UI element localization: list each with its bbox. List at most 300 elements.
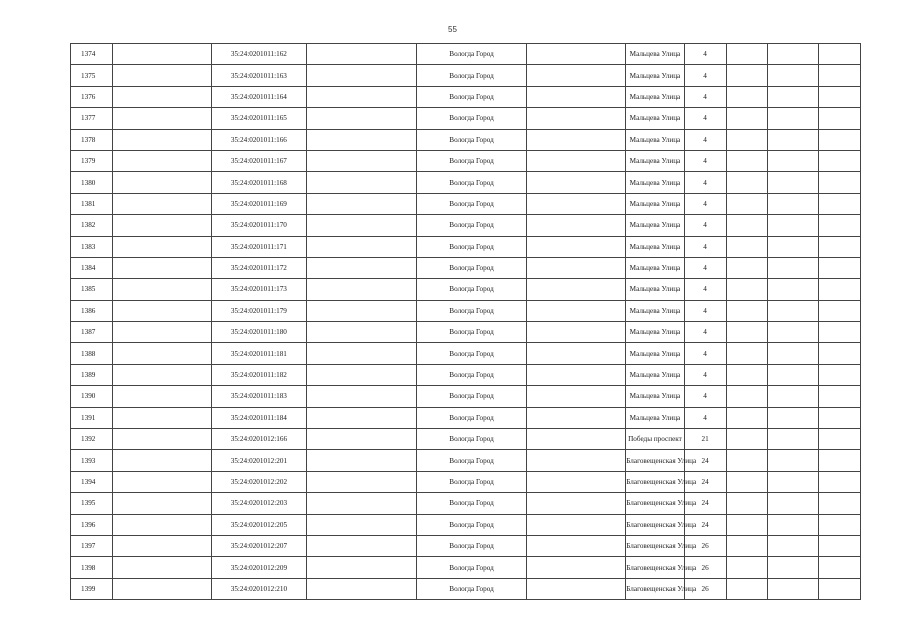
- city-cell: Вологда Город: [416, 343, 526, 364]
- empty-cell: [527, 343, 626, 364]
- empty-cell: [306, 300, 416, 321]
- empty-cell: [726, 65, 768, 86]
- table-row: [71, 236, 861, 257]
- street-cell: Мальцева Улица: [626, 300, 684, 321]
- street-cell: Благовещенская Улица: [626, 535, 684, 556]
- empty-cell: [306, 44, 416, 65]
- empty-cell: [527, 44, 626, 65]
- empty-cell: [819, 108, 861, 129]
- empty-cell: [306, 578, 416, 599]
- street-cell: Мальцева Улица: [626, 343, 684, 364]
- empty-cell: [112, 279, 211, 300]
- empty-cell: [726, 300, 768, 321]
- row-number-cell: 1384: [71, 257, 113, 278]
- empty-cell: [768, 300, 819, 321]
- table-row: [71, 172, 861, 193]
- cadastral-number-cell: 35:24:0201011:165: [212, 108, 307, 129]
- empty-cell: [819, 236, 861, 257]
- empty-cell: [726, 343, 768, 364]
- street-cell: Мальцева Улица: [626, 386, 684, 407]
- empty-cell: [819, 514, 861, 535]
- empty-cell: [819, 86, 861, 107]
- empty-cell: [112, 386, 211, 407]
- empty-cell: [768, 279, 819, 300]
- street-cell: Мальцева Улица: [626, 407, 684, 428]
- empty-cell: [819, 279, 861, 300]
- empty-cell: [768, 429, 819, 450]
- empty-cell: [306, 150, 416, 171]
- house-number-cell: 4: [684, 44, 726, 65]
- empty-cell: [819, 65, 861, 86]
- empty-cell: [306, 386, 416, 407]
- cadastral-number-cell: 35:24:0201011:180: [212, 322, 307, 343]
- empty-cell: [768, 86, 819, 107]
- empty-cell: [527, 429, 626, 450]
- cadastral-number-cell: 35:24:0201012:166: [212, 429, 307, 450]
- empty-cell: [768, 407, 819, 428]
- city-cell: Вологда Город: [416, 44, 526, 65]
- empty-cell: [527, 215, 626, 236]
- empty-cell: [527, 407, 626, 428]
- city-cell: Вологда Город: [416, 300, 526, 321]
- cadastral-number-cell: 35:24:0201011:173: [212, 279, 307, 300]
- house-number-cell: 24: [684, 450, 726, 471]
- cadastral-number-cell: 35:24:0201011:166: [212, 129, 307, 150]
- street-cell: Мальцева Улица: [626, 172, 684, 193]
- empty-cell: [306, 450, 416, 471]
- street-cell: Мальцева Улица: [626, 44, 684, 65]
- empty-cell: [306, 129, 416, 150]
- empty-cell: [819, 193, 861, 214]
- empty-cell: [726, 364, 768, 385]
- house-number-cell: 26: [684, 557, 726, 578]
- row-number-cell: 1383: [71, 236, 113, 257]
- empty-cell: [768, 257, 819, 278]
- cadastral-number-cell: 35:24:0201011:179: [212, 300, 307, 321]
- cadastral-number-cell: 35:24:0201012:210: [212, 578, 307, 599]
- empty-cell: [768, 236, 819, 257]
- city-cell: Вологда Город: [416, 86, 526, 107]
- empty-cell: [768, 322, 819, 343]
- street-cell: Мальцева Улица: [626, 322, 684, 343]
- empty-cell: [527, 300, 626, 321]
- empty-cell: [527, 279, 626, 300]
- empty-cell: [527, 493, 626, 514]
- empty-cell: [819, 44, 861, 65]
- empty-cell: [306, 514, 416, 535]
- empty-cell: [726, 172, 768, 193]
- empty-cell: [112, 493, 211, 514]
- house-number-cell: 4: [684, 322, 726, 343]
- empty-cell: [819, 493, 861, 514]
- empty-cell: [819, 215, 861, 236]
- empty-cell: [306, 172, 416, 193]
- empty-cell: [726, 471, 768, 492]
- empty-cell: [768, 535, 819, 556]
- city-cell: Вологда Город: [416, 150, 526, 171]
- row-number-cell: 1385: [71, 279, 113, 300]
- empty-cell: [768, 65, 819, 86]
- row-number-cell: 1397: [71, 535, 113, 556]
- house-number-cell: 24: [684, 514, 726, 535]
- city-cell: Вологда Город: [416, 450, 526, 471]
- empty-cell: [306, 493, 416, 514]
- empty-cell: [819, 257, 861, 278]
- empty-cell: [112, 257, 211, 278]
- house-number-cell: 4: [684, 150, 726, 171]
- empty-cell: [527, 535, 626, 556]
- empty-cell: [819, 450, 861, 471]
- table-body: [71, 44, 861, 600]
- house-number-cell: 4: [684, 172, 726, 193]
- empty-cell: [527, 193, 626, 214]
- table-row: [71, 279, 861, 300]
- empty-cell: [112, 44, 211, 65]
- cadastral-number-cell: 35:24:0201011:182: [212, 364, 307, 385]
- empty-cell: [527, 471, 626, 492]
- empty-cell: [768, 215, 819, 236]
- empty-cell: [112, 172, 211, 193]
- street-cell: Мальцева Улица: [626, 86, 684, 107]
- row-number-cell: 1392: [71, 429, 113, 450]
- cadastral-number-cell: 35:24:0201012:209: [212, 557, 307, 578]
- city-cell: Вологда Город: [416, 129, 526, 150]
- empty-cell: [527, 578, 626, 599]
- street-cell: Мальцева Улица: [626, 150, 684, 171]
- table-row: [71, 386, 861, 407]
- empty-cell: [819, 364, 861, 385]
- cadastral-number-cell: 35:24:0201011:184: [212, 407, 307, 428]
- city-cell: Вологда Город: [416, 65, 526, 86]
- house-number-cell: 4: [684, 343, 726, 364]
- table-row: [71, 108, 861, 129]
- row-number-cell: 1388: [71, 343, 113, 364]
- empty-cell: [112, 364, 211, 385]
- empty-cell: [112, 300, 211, 321]
- empty-cell: [527, 557, 626, 578]
- table-row: [71, 578, 861, 599]
- empty-cell: [527, 129, 626, 150]
- empty-cell: [726, 108, 768, 129]
- empty-cell: [726, 279, 768, 300]
- city-cell: Вологда Город: [416, 493, 526, 514]
- street-cell: Благовещенская Улица: [626, 493, 684, 514]
- table-row: [71, 450, 861, 471]
- empty-cell: [527, 364, 626, 385]
- empty-cell: [527, 108, 626, 129]
- empty-cell: [768, 450, 819, 471]
- cadastral-number-cell: 35:24:0201011:172: [212, 257, 307, 278]
- house-number-cell: 4: [684, 129, 726, 150]
- empty-cell: [726, 578, 768, 599]
- city-cell: Вологда Город: [416, 257, 526, 278]
- row-number-cell: 1396: [71, 514, 113, 535]
- empty-cell: [819, 322, 861, 343]
- empty-cell: [527, 386, 626, 407]
- empty-cell: [306, 215, 416, 236]
- street-cell: Мальцева Улица: [626, 257, 684, 278]
- empty-cell: [819, 407, 861, 428]
- empty-cell: [768, 493, 819, 514]
- empty-cell: [768, 108, 819, 129]
- empty-cell: [726, 407, 768, 428]
- empty-cell: [112, 86, 211, 107]
- empty-cell: [112, 578, 211, 599]
- row-number-cell: 1381: [71, 193, 113, 214]
- city-cell: Вологда Город: [416, 535, 526, 556]
- house-number-cell: 26: [684, 578, 726, 599]
- empty-cell: [527, 150, 626, 171]
- empty-cell: [726, 514, 768, 535]
- empty-cell: [726, 44, 768, 65]
- house-number-cell: 4: [684, 215, 726, 236]
- city-cell: Вологда Город: [416, 279, 526, 300]
- house-number-cell: 4: [684, 300, 726, 321]
- house-number-cell: 26: [684, 535, 726, 556]
- street-cell: Мальцева Улица: [626, 279, 684, 300]
- empty-cell: [306, 429, 416, 450]
- street-cell: Благовещенская Улица: [626, 578, 684, 599]
- city-cell: Вологда Город: [416, 108, 526, 129]
- house-number-cell: 21: [684, 429, 726, 450]
- table-row: [71, 300, 861, 321]
- table-row: [71, 193, 861, 214]
- table-row: [71, 343, 861, 364]
- empty-cell: [726, 493, 768, 514]
- street-cell: Благовещенская Улица: [626, 514, 684, 535]
- city-cell: Вологда Город: [416, 322, 526, 343]
- house-number-cell: 4: [684, 65, 726, 86]
- table-row: [71, 322, 861, 343]
- street-cell: Мальцева Улица: [626, 215, 684, 236]
- table-row: [71, 215, 861, 236]
- empty-cell: [819, 471, 861, 492]
- empty-cell: [112, 322, 211, 343]
- house-number-cell: 4: [684, 257, 726, 278]
- empty-cell: [726, 450, 768, 471]
- empty-cell: [768, 44, 819, 65]
- row-number-cell: 1390: [71, 386, 113, 407]
- empty-cell: [306, 407, 416, 428]
- empty-cell: [306, 557, 416, 578]
- empty-cell: [768, 386, 819, 407]
- empty-cell: [112, 429, 211, 450]
- empty-cell: [527, 322, 626, 343]
- street-cell: Мальцева Улица: [626, 193, 684, 214]
- empty-cell: [819, 429, 861, 450]
- street-cell: Благовещенская Улица: [626, 557, 684, 578]
- empty-cell: [306, 364, 416, 385]
- row-number-cell: 1387: [71, 322, 113, 343]
- cadastral-number-cell: 35:24:0201011:181: [212, 343, 307, 364]
- cadastral-number-cell: 35:24:0201011:163: [212, 65, 307, 86]
- city-cell: Вологда Город: [416, 557, 526, 578]
- house-number-cell: 24: [684, 493, 726, 514]
- empty-cell: [726, 557, 768, 578]
- empty-cell: [726, 236, 768, 257]
- table-row: [71, 150, 861, 171]
- empty-cell: [726, 215, 768, 236]
- row-number-cell: 1376: [71, 86, 113, 107]
- table-row: [71, 44, 861, 65]
- empty-cell: [768, 514, 819, 535]
- city-cell: Вологда Город: [416, 193, 526, 214]
- empty-cell: [112, 150, 211, 171]
- empty-cell: [112, 343, 211, 364]
- empty-cell: [306, 65, 416, 86]
- city-cell: Вологда Город: [416, 514, 526, 535]
- empty-cell: [527, 236, 626, 257]
- street-cell: Благовещенская Улица: [626, 450, 684, 471]
- house-number-cell: 4: [684, 279, 726, 300]
- house-number-cell: 4: [684, 108, 726, 129]
- table-row: [71, 407, 861, 428]
- street-cell: Мальцева Улица: [626, 236, 684, 257]
- cadastral-number-cell: 35:24:0201012:207: [212, 535, 307, 556]
- empty-cell: [112, 193, 211, 214]
- house-number-cell: 4: [684, 364, 726, 385]
- cadastral-number-cell: 35:24:0201012:205: [212, 514, 307, 535]
- empty-cell: [768, 578, 819, 599]
- empty-cell: [306, 236, 416, 257]
- row-number-cell: 1379: [71, 150, 113, 171]
- row-number-cell: 1391: [71, 407, 113, 428]
- empty-cell: [306, 471, 416, 492]
- empty-cell: [819, 557, 861, 578]
- empty-cell: [819, 300, 861, 321]
- city-cell: Вологда Город: [416, 215, 526, 236]
- empty-cell: [112, 535, 211, 556]
- empty-cell: [112, 450, 211, 471]
- city-cell: Вологда Город: [416, 172, 526, 193]
- empty-cell: [768, 193, 819, 214]
- table-row: [71, 514, 861, 535]
- address-registry-table: [70, 43, 861, 600]
- empty-cell: [306, 86, 416, 107]
- empty-cell: [306, 535, 416, 556]
- table-row: [71, 557, 861, 578]
- house-number-cell: 4: [684, 236, 726, 257]
- row-number-cell: 1394: [71, 471, 113, 492]
- empty-cell: [768, 172, 819, 193]
- empty-cell: [768, 343, 819, 364]
- empty-cell: [527, 86, 626, 107]
- cadastral-number-cell: 35:24:0201012:203: [212, 493, 307, 514]
- row-number-cell: 1398: [71, 557, 113, 578]
- city-cell: Вологда Город: [416, 236, 526, 257]
- empty-cell: [819, 150, 861, 171]
- house-number-cell: 4: [684, 193, 726, 214]
- cadastral-number-cell: 35:24:0201011:169: [212, 193, 307, 214]
- row-number-cell: 1386: [71, 300, 113, 321]
- cadastral-number-cell: 35:24:0201011:162: [212, 44, 307, 65]
- cadastral-number-cell: 35:24:0201011:171: [212, 236, 307, 257]
- row-number-cell: 1399: [71, 578, 113, 599]
- empty-cell: [527, 450, 626, 471]
- empty-cell: [527, 65, 626, 86]
- empty-cell: [306, 343, 416, 364]
- city-cell: Вологда Город: [416, 429, 526, 450]
- empty-cell: [112, 407, 211, 428]
- row-number-cell: 1375: [71, 65, 113, 86]
- row-number-cell: 1377: [71, 108, 113, 129]
- row-number-cell: 1378: [71, 129, 113, 150]
- table-row: [71, 493, 861, 514]
- row-number-cell: 1395: [71, 493, 113, 514]
- empty-cell: [112, 108, 211, 129]
- empty-cell: [527, 172, 626, 193]
- table-row: [71, 129, 861, 150]
- empty-cell: [112, 215, 211, 236]
- table-row: [71, 86, 861, 107]
- house-number-cell: 24: [684, 471, 726, 492]
- empty-cell: [112, 65, 211, 86]
- empty-cell: [726, 429, 768, 450]
- row-number-cell: 1393: [71, 450, 113, 471]
- row-number-cell: 1389: [71, 364, 113, 385]
- page-number: 55: [448, 25, 457, 34]
- cadastral-number-cell: 35:24:0201011:167: [212, 150, 307, 171]
- empty-cell: [112, 471, 211, 492]
- street-cell: Мальцева Улица: [626, 364, 684, 385]
- cadastral-number-cell: 35:24:0201011:168: [212, 172, 307, 193]
- city-cell: Вологда Город: [416, 471, 526, 492]
- empty-cell: [726, 150, 768, 171]
- empty-cell: [112, 129, 211, 150]
- empty-cell: [726, 129, 768, 150]
- empty-cell: [112, 236, 211, 257]
- empty-cell: [527, 514, 626, 535]
- street-cell: Благовещенская Улица: [626, 471, 684, 492]
- table-row: [71, 65, 861, 86]
- empty-cell: [819, 578, 861, 599]
- empty-cell: [819, 129, 861, 150]
- city-cell: Вологда Город: [416, 407, 526, 428]
- empty-cell: [819, 343, 861, 364]
- street-cell: Мальцева Улица: [626, 108, 684, 129]
- empty-cell: [768, 471, 819, 492]
- street-cell: Победы проспект: [626, 429, 684, 450]
- city-cell: Вологда Город: [416, 578, 526, 599]
- empty-cell: [306, 279, 416, 300]
- empty-cell: [768, 150, 819, 171]
- empty-cell: [768, 557, 819, 578]
- table-row: [71, 535, 861, 556]
- house-number-cell: 4: [684, 386, 726, 407]
- cadastral-number-cell: 35:24:0201011:164: [212, 86, 307, 107]
- table-row: [71, 257, 861, 278]
- city-cell: Вологда Город: [416, 386, 526, 407]
- empty-cell: [306, 193, 416, 214]
- house-number-cell: 4: [684, 86, 726, 107]
- street-cell: Мальцева Улица: [626, 129, 684, 150]
- empty-cell: [527, 257, 626, 278]
- city-cell: Вологда Город: [416, 364, 526, 385]
- table-row: [71, 364, 861, 385]
- cadastral-number-cell: 35:24:0201012:201: [212, 450, 307, 471]
- row-number-cell: 1382: [71, 215, 113, 236]
- empty-cell: [819, 535, 861, 556]
- cadastral-number-cell: 35:24:0201011:170: [212, 215, 307, 236]
- empty-cell: [726, 386, 768, 407]
- row-number-cell: 1374: [71, 44, 113, 65]
- empty-cell: [726, 535, 768, 556]
- row-number-cell: 1380: [71, 172, 113, 193]
- table-row: [71, 471, 861, 492]
- empty-cell: [726, 193, 768, 214]
- empty-cell: [726, 257, 768, 278]
- empty-cell: [768, 129, 819, 150]
